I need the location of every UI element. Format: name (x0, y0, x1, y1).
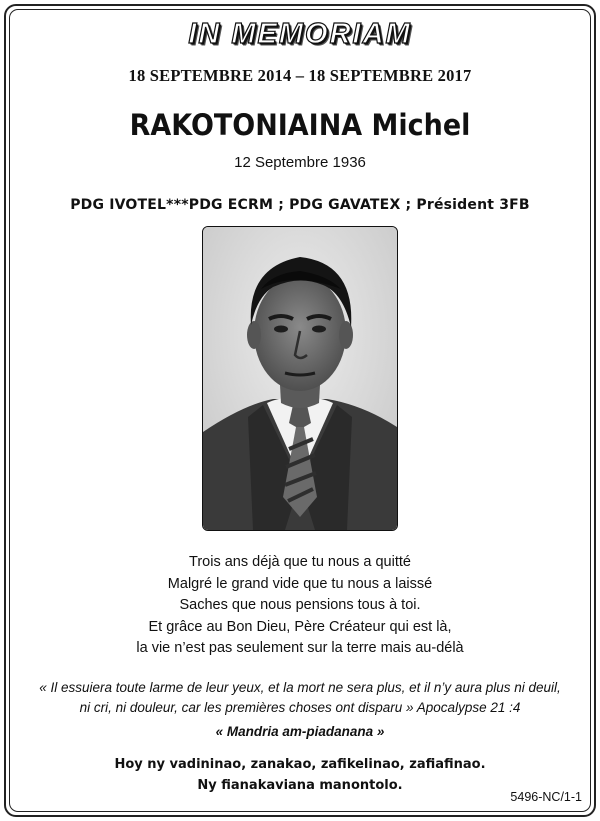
poem-verse (0, 552, 600, 660)
scripture-line-2: ni cri, ni douleur, car les premières choses ont disparu » Apocalypse 21 :4 (79, 700, 521, 715)
memorial-dates: 18 SEPTEMBRE 2014 – 18 SEPTEMBRE 2017 (128, 66, 472, 85)
poem-line: la vie n’est pas seulement sur la terre mais au-délà (136, 640, 464, 656)
memoriam-title: IN MEMORIAM (188, 18, 412, 50)
portrait-photo (202, 226, 398, 531)
birth-date: 12 Septembre 1936 (234, 154, 366, 171)
poem-line: Saches que nous pensions tous à toi. (179, 597, 421, 613)
deceased-name: RAKOTONIAINA Michel (129, 108, 471, 142)
closing-line-2: Ny fianakaviana manontolo. (197, 778, 403, 793)
closing-line-1: Hoy ny vadininao, zanakao, zafikelinao, zafiafinao. (114, 757, 486, 772)
poem-line: Et grâce au Bon Dieu, Père Créateur qui est là, (148, 618, 452, 635)
malagasy-quote: « Mandria am-piadanana » (215, 724, 385, 739)
reference-code: 5496-NC/1-1 (510, 790, 582, 804)
scripture-line-1: « Il essuiera toute larme de leur yeux, et la mort ne sera plus, et il n’y aura plus ni deuil, (39, 680, 561, 695)
poem-line: Trois ans déjà que tu nous a quitté (189, 554, 411, 570)
professional-titles: PDG IVOTEL***PDG ECRM ; PDG GAVATEX ; Président 3FB (70, 197, 530, 213)
poem-line: Malgré le grand vide que tu nous a laissé (167, 575, 433, 592)
scripture-quote (0, 678, 600, 718)
